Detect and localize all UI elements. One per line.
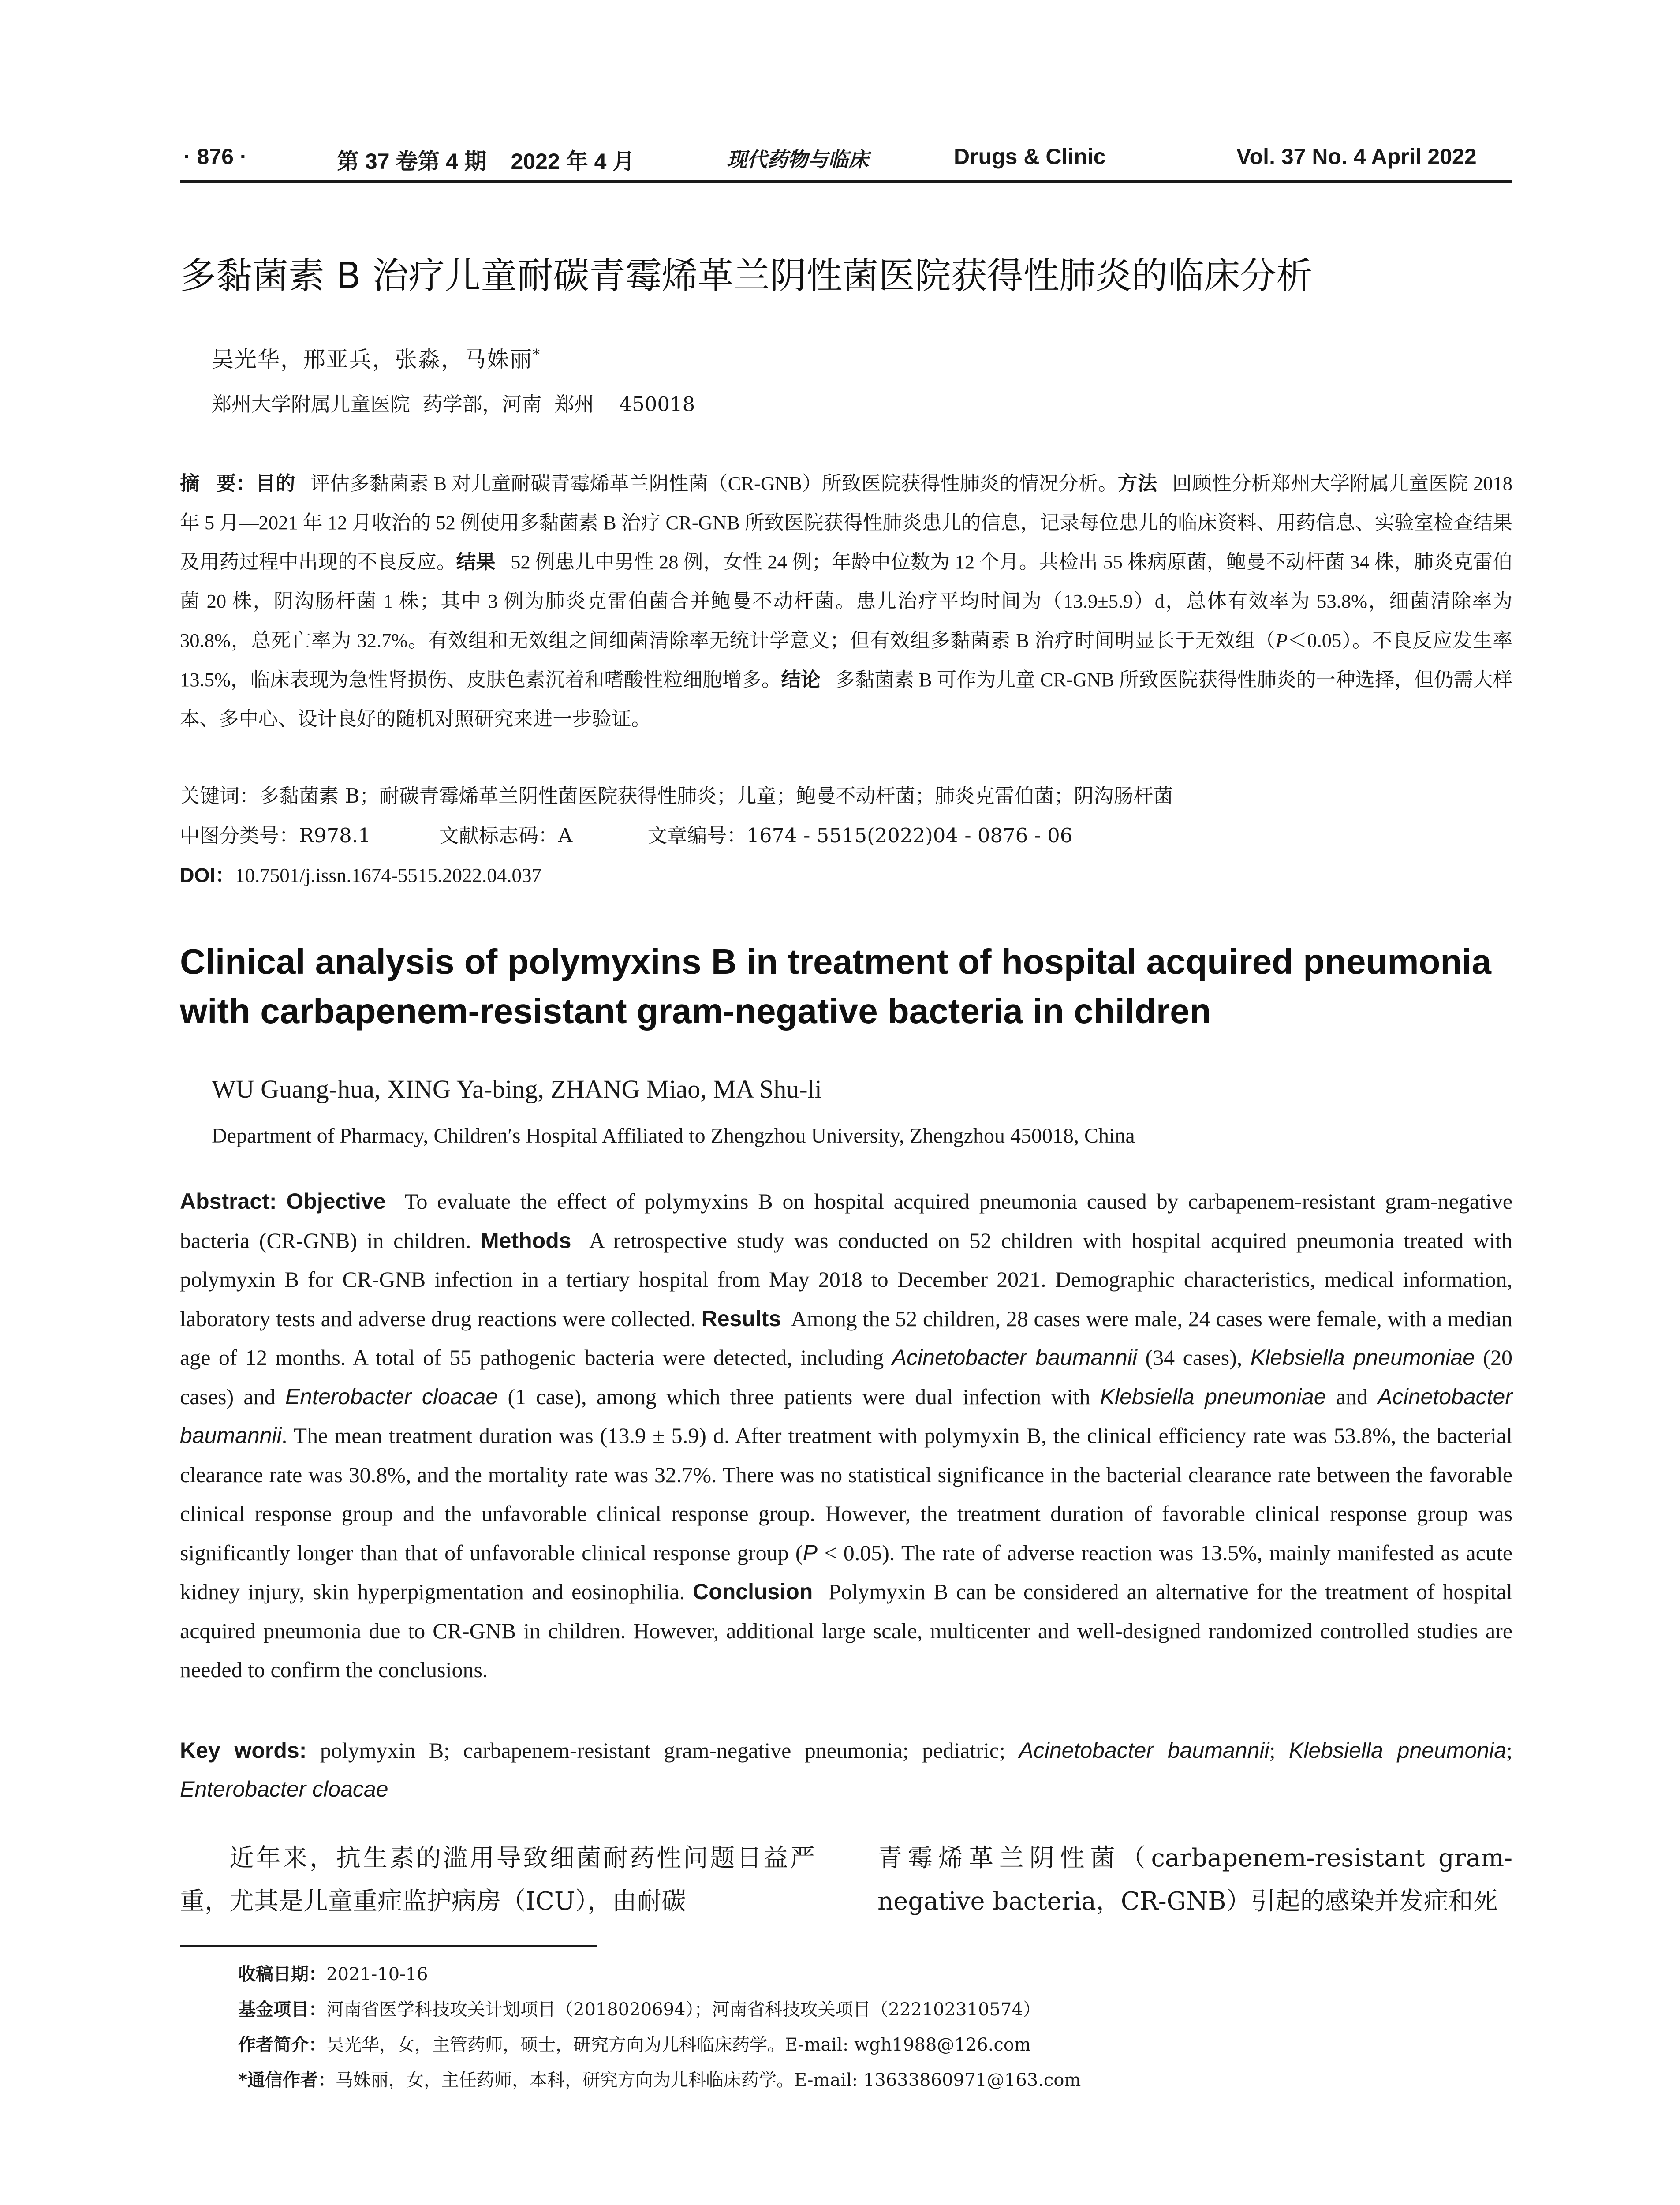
corresponding-label: *通信作者： [238,2070,336,2090]
keywords-en [180,1731,1512,1809]
fund-text: 河南省医学科技攻关计划项目（2018020694）；河南省科技攻关项目（222102310574） [326,1999,1041,2020]
keywords-label-cn: 关键词： [180,784,260,807]
objective-text-cn: 评估多黏菌素 B 对儿童耐碳青霉烯革兰阴性菌（CR-GNB）所致医院获得性肺炎的情况分析。 [295,472,1118,494]
methods-label-en: Methods [481,1228,571,1253]
results-text-en-b: (34 cases), [1137,1345,1251,1370]
clc-value: R978.1 [299,824,371,847]
conclusion-text-cn: 多黏菌素 B 可作为儿童 CR-GNB 所致医院获得性肺炎的一种选择，但仍需大样本、多中心、设计良好的随机对照研究来进一步验证。 [180,669,1512,730]
footnote-received [238,1960,428,1985]
abstract-en [180,1182,1519,1689]
footnote-author [238,2031,1031,2056]
keyword-klebsiella: Klebsiella pneumonia [1288,1738,1507,1763]
article-title-cn: 多黏菌素 B 治疗儿童耐碳青霉烯革兰阴性菌医院获得性肺炎的临床分析 [180,255,1313,297]
results-label-en: Results [701,1306,781,1331]
received-date: 2021-10-16 [326,1964,428,1984]
species-klebsiella-2: Klebsiella pneumoniae [1100,1384,1326,1409]
journal-name-cn: 现代药物与临床 [727,148,869,172]
species-klebsiella: Klebsiella pneumoniae [1250,1345,1475,1370]
article-title-en: Clinical analysis of polymyxins B in treatment of hospital acquired pneumonia with carbapenem-resistant gram-negative bacteria in children [180,942,1491,1031]
doc-code-value: A [558,824,573,847]
conclusion-label-cn: 结论 [781,669,821,691]
authors-cn [212,342,541,374]
author-names-cn: 吴光华，邢亚兵，张淼，马姝丽 [212,347,533,372]
doc-code-label: 文献标志码： [439,824,558,847]
objective-label-en: Objective [286,1189,386,1214]
results-text-en-g: < 0.05). The rate of adverse reaction was 13.5%, mainly manifested as acute kidney injury, skin hyperpigmentation and eosinophilia. [180,1540,1518,1604]
keywords-label-en: Key words: [180,1738,307,1763]
author-bio-text: 吴光华，女，主管药师，硕士，研究方向为儿科临床药学。E-mail: wgh1988@126.com [326,2035,1031,2055]
results-text-cn: 52 例患儿中男性 28 例，女性 24 例；年龄中位数为 12 个月。共检出 55 株病原菌，鲍曼不动杆菌 34 株，肺炎克雷伯菌 20 株，阴沟肠杆菌 1 株；其中 3 例为肺炎克雷伯菌合并鲍曼不动杆菌。患儿治疗平均时间为（13.9±5.9）d，总体有效率为 53.8%，细菌清除率为 30.8%，总死亡率为 32.7%。有效组和无效组之间细菌清除率无统计学意义；但有效组多黏菌素 B 治疗时间明显长于无效组（ [180,551,1518,651]
journal-name-en: Drugs & Clinic [954,144,1106,169]
keyword-acinetobacter: Acinetobacter baumannii [1019,1738,1269,1763]
results-text-en-f: . The mean treatment duration was (13.9 ± 5.9) d. After treatment with polymyxin B, the clinical efficiency rate was 53.8%, the bacterial clearance rate was 30.8%, and the mortality rate was 32.7%. There was no statistical significance in the bacterial clearance rate between the favorable clinical response group and the unfavorable clinical response group. However, the treatment duration of favorable clinical response group was significantly longer than that of unfavorable clinical response group ( [180,1423,1518,1565]
methods-text-cn: 回顾性分析郑州大学附属儿童医院 2018 年 5 月—2021 年 12 月收治的 52 例使用多黏菌素 B 治疗 CR-GNB 所致医院获得性肺炎患儿的信息，记录每位患儿的临床资料、用药信息、实验室检查结果及用药过程中出现的不良反应。 [180,472,1518,573]
p-value-symbol: P [1275,629,1288,651]
article-no-label: 文章编号： [647,824,747,847]
keyword-separator: ; [1269,1738,1289,1763]
running-header [180,140,1512,183]
footnote-divider [180,1945,597,1947]
conclusion-text-en: Polymyxin B can be considered an alternative for the treatment of hospital acquired pneumonia due to CR-GNB in children. However, additional large scale, multicenter and well-designed randomized controlled studies are needed to confirm the conclusions. [180,1579,1518,1682]
article-no-value: 1674 - 5515(2022)04 - 0876 - 06 [747,824,1073,847]
issue-info-cn: 第 37 卷第 4 期 2022 年 4 月 [337,149,635,174]
body-column-left: 近年来，抗生素的滥用导致细菌耐药性问题日益严重，尤其是儿童重症监护病房（ICU），由耐碳 [180,1844,815,1916]
results-text-en-d: (1 case), among which three patients were dual infection with [498,1384,1100,1409]
keywords-text-en-a: polymyxin B; carbapenem-resistant gram-negative pneumonia; pediatric; [306,1738,1019,1763]
results-text-cn-cont: ＜0.05）。不良反应发生率 13.5%，临床表现为急性肾损伤、皮肤色素沉着和嗜酸性粒细胞增多。 [180,629,1518,691]
page-number: · 876 · [183,144,247,169]
p-value-symbol-en: P [803,1540,818,1565]
abstract-cn [180,464,1518,739]
doi-value[interactable]: 10.7501/j.issn.1674-5515.2022.04.037 [235,864,542,886]
results-text-en-e: and [1326,1384,1378,1409]
methods-label-cn: 方法 [1117,473,1157,494]
corresponding-mark: * [533,346,541,363]
footnote-corresponding [238,2066,1081,2091]
objective-label-cn: 目的 [256,473,295,494]
results-text-en-a: Among the 52 children, 28 cases were male, 24 cases were female, with a median age of 12 months. A total of 55 pathogenic bacteria were detected, including [180,1306,1518,1370]
objective-text-en: To evaluate the effect of polymyxins B on hospital acquired pneumonia caused by carbapenem-resistant gram-negative bacteria (CR-GNB) in children. [180,1189,1518,1253]
species-acinetobacter: Acinetobacter baumannii [892,1345,1138,1370]
doi-label: DOI： [180,864,235,886]
issue-info-en: Vol. 37 No. 4 April 2022 [1236,144,1477,169]
keywords-text-cn: 多黏菌素 B；耐碳青霉烯革兰阴性菌医院获得性肺炎；儿童；鲍曼不动杆菌；肺炎克雷伯菌；阴沟肠杆菌 [259,784,1173,807]
keywords-cn [180,780,1173,808]
conclusion-label-en: Conclusion [693,1579,813,1604]
footnote-fund [238,1996,1041,2021]
corresponding-text: 马姝丽，女，主任药师，本科，研究方向为儿科临床药学。E-mail: 13633860971@163.com [335,2070,1081,2090]
species-acinetobacter-2: Acinetobacter baumannii [180,1384,1519,1448]
received-label: 收稿日期： [238,1964,326,1984]
affiliation-cn: 郑州大学附属儿童医院 药学部，河南 郑州 450018 [212,392,695,416]
author-bio-label: 作者简介： [238,2035,326,2055]
abstract-label-cn: 摘 要： [180,473,256,494]
doi-line [180,859,541,888]
keyword-separator: ; [1506,1738,1512,1763]
classification-line [180,819,1072,848]
methods-text-en: A retrospective study was conducted on 52 children with hospital acquired pneumonia treated with polymyxin B for CR-GNB infection in a tertiary hospital from May 2018 to December 2021. Demographic characteristics, medical information, laboratory tests and adverse drug reactions were collected. [180,1228,1518,1331]
fund-label: 基金项目： [238,1999,326,2020]
abstract-label-en: Abstract: [180,1189,277,1214]
species-enterobacter: Enterobacter cloacae [285,1384,498,1409]
keyword-enterobacter: Enterobacter cloacae [180,1777,388,1801]
results-text-en-c: (20 cases) and [180,1345,1518,1409]
affiliation-en: Department of Pharmacy, Children′s Hospital Affiliated to Zhengzhou University, Zhengzhou 450018, China [212,1124,1135,1147]
results-label-cn: 结果 [456,551,496,573]
clc-label: 中图分类号： [180,824,299,847]
authors-en: WU Guang-hua, XING Ya-bing, ZHANG Miao, MA Shu-li [212,1075,822,1103]
body-column-right: 青霉烯革兰阴性菌（carbapenem-resistant gram-negative bacteria，CR-GNB）引起的感染并发症和死 [877,1844,1512,1916]
